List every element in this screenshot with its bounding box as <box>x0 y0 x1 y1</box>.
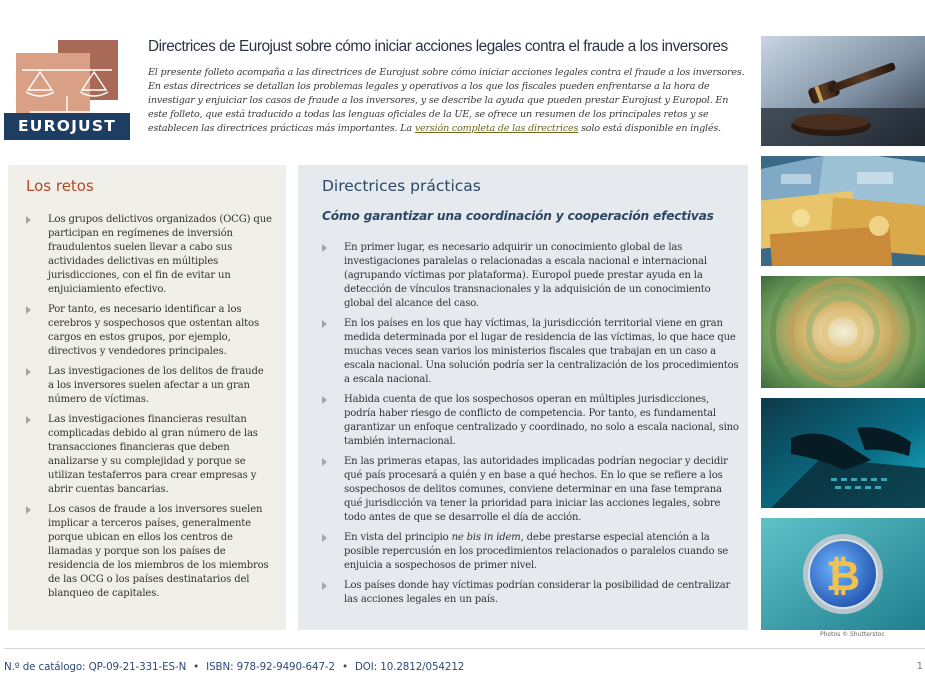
list-item-text: En vista del principio <box>344 532 452 543</box>
page-title: Directrices de Eurojust sobre cómo iniciar acciones legales contra el fraude a los inversores <box>148 38 728 55</box>
bullet-arrow-icon <box>26 368 31 376</box>
intro-text <box>148 66 750 136</box>
bullet-arrow-icon <box>322 244 327 252</box>
bullet-arrow-icon <box>322 534 327 542</box>
list-item-text: Las investigaciones de los delitos de fraude a los inversores suelen afectar a un gran número de víctimas. <box>48 366 264 405</box>
list-item <box>322 317 742 387</box>
latin-term: ne bis in idem <box>451 532 521 543</box>
euro-banknotes-photo <box>761 156 925 266</box>
bullet-arrow-icon <box>322 582 327 590</box>
bullet-arrow-icon <box>322 458 327 466</box>
list-item <box>26 213 272 297</box>
list-item <box>26 365 272 407</box>
guidelines-list <box>322 241 742 613</box>
list-item <box>26 303 272 359</box>
doi: DOI: 10.2812/054212 <box>354 661 465 673</box>
bullet-arrow-icon <box>26 306 31 314</box>
challenges-panel <box>8 165 286 630</box>
footer-identifiers <box>4 661 464 673</box>
scales-of-justice-icon <box>18 56 116 120</box>
photo-credit: Photos © Shutterstoc <box>820 631 885 638</box>
bullet-arrow-icon <box>322 320 327 328</box>
list-item-text-tail: , debe prestarse especial atención a la posible repercusión en los procedimientos relacionados o paralelos cuando se enjuicia a sospechosos de primer nivel. <box>344 532 729 571</box>
list-item-text: Los casos de fraude a los inversores suelen implicar a terceros países, generalmente porque ubican en ellos los centros de llamadas y porque son los países de residencia de los miembros de los miembros de las OCG o los países destinatarios del blanqueo de capitales. <box>48 504 269 599</box>
list-item-text: En primer lugar, es necesario adquirir un conocimiento global de las investigaciones paralelas o relacionadas a escala nacional e internacional (agrupando víctimas por plataforma). Europol puede prestar ayuda en la detección de vínculos transnacionales y la adquisición de un conocimiento global del alcance del caso. <box>344 242 711 309</box>
intro-paragraph-1: El presente folleto acompaña a las directrices de Eurojust sobre cómo iniciar acciones legales contra el fraude a los inversores. En estas directrices se detallan los problemas legales y operativos a los que los fiscales pueden enfrentarse a la hora de investigar y enjuiciar los casos de fraude a los inversores, y se describe la ayuda que pueden prestar Eurojust y Europol. <box>148 67 745 106</box>
footer-divider <box>4 648 925 649</box>
list-item <box>26 503 272 601</box>
list-item-text: Por tanto, es necesario identificar a los cerebros y sospechosos que ostentan altos cargos en estos grupos, por ejemplo, directivos y vendedores principales. <box>48 304 259 357</box>
bitcoin-coin-photo <box>761 518 925 630</box>
challenges-list <box>26 213 272 607</box>
list-item <box>26 413 272 497</box>
footer-separator: • <box>341 661 348 673</box>
list-item <box>322 241 742 311</box>
guidelines-panel <box>298 165 748 630</box>
catalog-number: N.º de catálogo: QP-09-21-331-ES-N <box>4 661 187 673</box>
logo-wordmark: EUROJUST <box>4 113 130 140</box>
list-item-text: En las primeras etapas, las autoridades implicadas podrían negociar y decidir qué país procesará a quién y en base a qué hechos. En lo que se refiere a los sospechosos de delitos comunes, conviene determinar en una fase temprana qué jurisdicción va tener la prioridad para iniciar las acciones legales, sobre todo antes de que se desarrolle el día de acción. <box>344 456 728 523</box>
isbn: ISBN: 978-92-9490-647-2 <box>206 661 335 673</box>
list-item <box>322 455 742 525</box>
list-item <box>322 579 742 607</box>
page-number: 1 <box>916 661 923 672</box>
list-item-text: Los países donde hay víctimas podrían considerar la posibilidad de centralizar las acciones legales en un país. <box>344 580 731 605</box>
gavel-photo <box>761 36 925 146</box>
swirling-banknotes-photo <box>761 276 925 388</box>
list-item-text: En los países en los que hay víctimas, la jurisdicción territorial viene en gran medida determinada por el lugar de residencia de las víctimas, lo que hace que muchas veces sean varios los ministerios fiscales que trabajan en un caso a escala nacional. Una solución podría ser la centralización de los procedimientos a escala nacional. <box>344 318 739 385</box>
intro-paragraph-2-text: En este folleto, que está traducido a todas las lenguas oficiales de la UE, se ofrece un resumen de los principales retos y se establecen las directrices prácticas más importantes. La <box>148 95 729 134</box>
list-item-text: Habida cuenta de que los sospechosos operan en múltiples jurisdicciones, podría haber riesgo de conflicto de competencia. Por tanto, es fundamental garantizar un enfoque centralizado y coordinado, no solo a escala nacional, sino también internacional. <box>344 394 739 447</box>
intro-paragraph-2-tail: solo está disponible en inglés. <box>578 123 721 134</box>
eurojust-logo <box>4 40 130 140</box>
list-item-text: Las investigaciones financieras resultan complicadas debido al gran número de las transacciones financieras que deben analizarse y su complejidad y porque se utilizan testaferros para crear empresas y abrir cuentas bancarias. <box>48 414 258 495</box>
list-item <box>322 531 742 573</box>
full-guidelines-link[interactable]: versión completa de las directrices <box>414 123 579 134</box>
bullet-arrow-icon <box>26 416 31 424</box>
bullet-arrow-icon <box>26 216 31 224</box>
guidelines-heading: Directrices prácticas <box>322 177 481 195</box>
guidelines-subheading: Cómo garantizar una coordinación y cooperación efectivas <box>322 209 714 223</box>
laptop-hands-photo <box>761 398 925 508</box>
footer-separator: • <box>193 661 200 673</box>
bullet-arrow-icon <box>26 506 31 514</box>
challenges-heading: Los retos <box>26 177 94 195</box>
svg-text:₿: ₿ <box>825 551 861 600</box>
bullet-arrow-icon <box>322 396 327 404</box>
list-item-text: Los grupos delictivos organizados (OCG) que participan en regímenes de inversión fraudulentos suelen llevar a cabo sus actividades delictivas en múltiples jurisdicciones, con el fin de evitar un enjuiciamiento efectivo. <box>48 214 272 295</box>
list-item <box>322 393 742 449</box>
